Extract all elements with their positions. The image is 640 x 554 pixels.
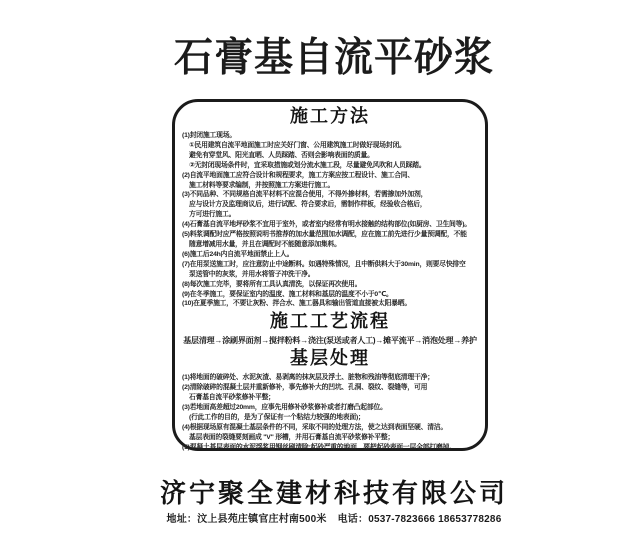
text-line: (行此工作的目的，是为了保证有一个粘结力较强的地表面)；	[189, 413, 365, 421]
section-base-treatment-body	[182, 373, 478, 452]
text-line: (1)封闭施工现场。	[182, 132, 236, 139]
text-line: (2)自流平地面施工应符合设计和规程要求，施工方案应按工程设计、施工合同、	[182, 171, 414, 179]
section-construction-method-body	[182, 131, 478, 309]
text-line: 石膏基自流平砂浆修补平整；	[189, 394, 275, 402]
section-heading-construction-method: 施工方法	[290, 106, 370, 126]
product-title: 石膏基自流平砂浆	[173, 35, 494, 80]
text-line: 施工材料等要求编制，并按照施工方案进行施工。	[189, 181, 335, 189]
section-heading-process-flow: 施工工艺流程	[270, 311, 390, 332]
text-line: 基层表面的裂缝要刻画成 "V" 形槽，并用石膏基自流平砂浆修补平整；	[189, 433, 395, 441]
process-flow-line: 基层清理→涂刷界面剂→搅拌粉料→浇注(泵送或者人工)→摊平流平→消泡处理→养护	[183, 336, 477, 346]
section-heading-base-treatment: 基层处理	[290, 348, 370, 369]
text-line: (4)根据现场原有混凝土基层条件的不同，采取不同的处理方法，使之达到表面坚硬、清洁。	[182, 423, 447, 431]
company-address: 地址：汶上县苑庄镇官庄村南500米	[166, 514, 327, 525]
text-line: 方可进行施工。	[189, 211, 236, 219]
text-line: (3)若地面高差超过20mm，应事先用修补砂浆修补或者打磨凸起部位。	[182, 404, 387, 412]
text-line: ①民用建筑自流平地面施工时应关好门窗、公用建筑施工时做好现场封闭。	[189, 141, 406, 149]
text-line: (1)将地面的破碎处、水泥灰渣、易剥离的抹灰层及浮土、脏物和残油等彻底清理干净；	[182, 374, 434, 382]
instructions-panel	[172, 99, 488, 451]
text-line: 随意增减用水量，并且在调配时不能随意添加集料。	[189, 240, 341, 248]
text-line: (6)施工后24h内自流平地面禁止上人。	[182, 250, 294, 258]
text-line: (7)在用泵送施工时，应注意防止中途断料。如遇特殊情况，且中断供料大于30min，则要尽快排空	[182, 260, 466, 268]
text-line: (5)料浆调配时应严格按照说明书推荐的加水量范围加水调配，应在施工前先进行少量预调配，不能	[182, 231, 467, 239]
text-line: (10)在夏季施工，不要让灰粉、拌合水、施工器具和输出管道直接被太阳暴晒。	[182, 300, 411, 308]
text-line: (8)每次施工完毕，要将所有工具认真清洗，以保证再次使用。	[182, 280, 362, 288]
text-line: (4)石膏基自流平地坪砂浆不宜用于室外，或者室内经常有明水接触的结构部位(如厨房、卫生间等)。	[182, 221, 471, 229]
text-line: (2)清除破碎的混凝土层并重新修补，事先修补大的凹坑、孔洞、裂纹、裂缝等，可用	[182, 384, 428, 392]
text-line: (3)不同品种、不同规格自流平材料不应混合使用，不得外掺材料，若需掺加外加剂，	[182, 191, 428, 199]
company-name: 济宁聚全建材科技有限公司	[159, 478, 508, 508]
company-phone: 电话：0537-7823666 18653778286	[337, 514, 502, 525]
text-line: (5)混凝土基层表面的水泥浮浆用钢丝刷清除;起砂严重的地面，要把起砂表面一层全部打磨掉。	[182, 443, 456, 451]
text-line: (9)在冬季施工，要保证室内的温度、施工材料和基层的温度不小于0℃。	[182, 290, 393, 298]
text-line: 应与设计方及监理商议后，进行试配、符合要求后，需制作样板，经验收合格后，	[189, 201, 427, 209]
text-line: 泵送管中的灰浆，并用水将管子冲洗干净。	[189, 270, 315, 278]
text-line: ②无封闭现场条件时，宜采取措施或划分流水施工段，尽量避免风吹和人员踩踏。	[189, 161, 426, 169]
text-line: 避免有穿堂风、阳光直晒、人员踩踏、否则会影响表面的质量。	[189, 151, 374, 159]
contact-line	[140, 510, 528, 525]
